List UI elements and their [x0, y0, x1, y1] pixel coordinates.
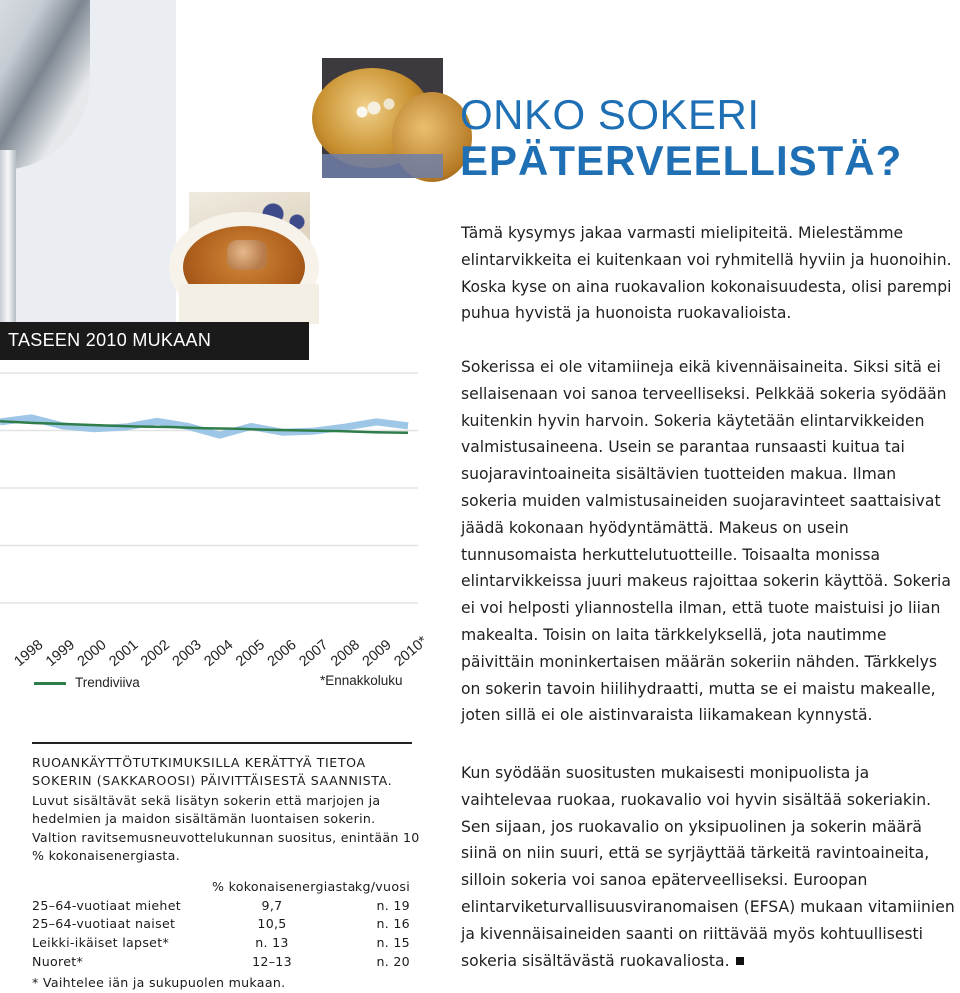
- info-rule: [32, 742, 412, 744]
- x-tick-label: 2001: [106, 636, 142, 670]
- legend-note: *Ennakkoluku: [320, 673, 403, 688]
- table-header-energy: % kokonaisenergiasta: [212, 879, 356, 894]
- table-cell-group: 25–64-vuotiaat miehet: [32, 898, 181, 913]
- info-body: Luvut sisältävät sekä lisätyn sokerin että marjojen ja hedelmien ja maidon sisältämän luontaisen sokerin. Valtion ravitsemusneuvottelukunnan suositus, enintään 10 % kokonaisenergiasta.: [32, 793, 420, 864]
- table-row: [32, 953, 412, 971]
- table-cell-energy: n. 13: [255, 935, 289, 950]
- sugar-chart: [0, 360, 431, 700]
- table-row: [32, 915, 412, 933]
- info-heading: RUOANKÄYTTÖTUTKIMUKSILLA KERÄTTYÄ TIETOA SOKERIN (SAKKAROOSI) PÄIVITTÄISESTÄ SAANNISTA.: [32, 755, 393, 789]
- table-row: [32, 897, 412, 915]
- x-tick-label: 2003: [169, 636, 205, 670]
- table-cell-energy: 12–13: [252, 954, 292, 969]
- table-footnote: * Vaihtelee iän ja sukupuolen mukaan.: [32, 975, 286, 990]
- table-row: [32, 934, 412, 952]
- table-cell-group: Nuoret*: [32, 954, 84, 969]
- legend-trend-label: Trendiviiva: [75, 675, 140, 690]
- table-cell-kg: n. 19: [376, 898, 410, 913]
- paragraph-intro: Tämä kysymys jakaa varmasti mielipiteitä. Mielestämme elintarvikkeita ei kuitenkaan voi ryhmitellä hyviin ja huonoihin. Koska kyse on aina ruokavalion kokonaisuudesta, olisi parempi puhua hyvistä ja huonoista ruokavalioista.: [461, 224, 952, 323]
- title-line-2: EPÄTERVEELLISTÄ?: [460, 137, 903, 184]
- paragraph-conclusion: [461, 760, 957, 974]
- table-cell-kg: n. 16: [376, 916, 410, 931]
- x-tick-label: 2009: [359, 636, 395, 670]
- x-tick-label: 2007: [296, 636, 332, 670]
- table-cell-kg: n. 15: [376, 935, 410, 950]
- x-tick-label: 2005: [233, 636, 269, 670]
- table-cell-group: 25–64-vuotiaat naiset: [32, 916, 176, 931]
- x-tick-label: 2004: [201, 636, 237, 670]
- x-tick-label: 2010*: [391, 633, 431, 670]
- paragraph-nutrients: Sokerissa ei ole vitamiineja eikä kivennäisaineita. Siksi sitä ei sellaisenaan voi sanoa terveelliseksi. Pelkkää sokeria syödään kuitenkin hyvin harvoin. Sokeria käytetään elintarvikkeiden valmistusaineena. Usein se parantaa runsaasti kuitua tai suojaravintoaineita sisältävien tuotteiden makua. Ilman sokeria muiden valmistusaineiden suojaravinteet saattaisivat jäädä kokonaan hyödyntämättä. Makeus on usein tunnusomaista herkuttelutuotteille. Toisaalta monissa elintarvikkeissa juuri makeus rajoittaa sokerin käyttöä. Sokeria ei voi helposti yliannostella ilman, että tuote maistuisi jo liian makealta. Toisin on laita tärkkelyksellä, jota nautimme päivittäin moninkertaisen määrän sokeriin nähden. Tärkkelys on sokerin tavoin hiilihydraatti, mutta se ei maistu makealle, joten sillä ei ole aistinvaraista liikamakean kynnystä.: [461, 358, 951, 725]
- end-mark-icon: [736, 957, 744, 965]
- paragraph-conclusion-text: Kun syödään suositusten mukaisesti monipuolista ja vaihtelevaa ruokaa, ruokavalio voi hyvin sisältää sokeriakin. Sen sijaan, jos ruokavalio on yksipuolinen ja sokerin määrä siinä on niin suuri, että se syrjäyttää tärkeitä ravintoaineita, silloin sokeria voi sanoa epäterveelliseksi. Euroopan elintarviketurvallisuusviranomaisen (EFSA) mukaan vitamiinien ja kivennäisaineiden saanti on riittävää myös kohtuullisesti sokeria sisältävästä ruokavaliosta.: [461, 764, 955, 970]
- chart-title: TASEEN 2010 MUKAAN: [8, 330, 212, 350]
- title-line-1: ONKO SOKERI: [460, 91, 760, 138]
- x-tick-label: 2000: [74, 636, 110, 670]
- x-tick-label: 2002: [138, 636, 174, 670]
- table-cell-energy: 9,7: [261, 898, 283, 913]
- table-cell-kg: n. 20: [376, 954, 410, 969]
- table-header-kg: kg/vuosi: [354, 879, 410, 894]
- kettle-photo: [0, 0, 176, 322]
- x-tick-label: 1999: [43, 636, 79, 670]
- legend-trend-swatch: [34, 682, 66, 685]
- chart-header: [0, 322, 309, 360]
- table-cell-energy: 10,5: [257, 916, 287, 931]
- table-header: [32, 878, 412, 896]
- sugar-bun-photo: [322, 58, 443, 178]
- x-tick-label: 2008: [328, 636, 364, 670]
- x-tick-label: 2006: [264, 636, 300, 670]
- table-cell-group: Leikki-ikäiset lapset*: [32, 935, 170, 950]
- tea-cup-photo: [189, 192, 310, 310]
- x-tick-label: 1998: [11, 636, 47, 670]
